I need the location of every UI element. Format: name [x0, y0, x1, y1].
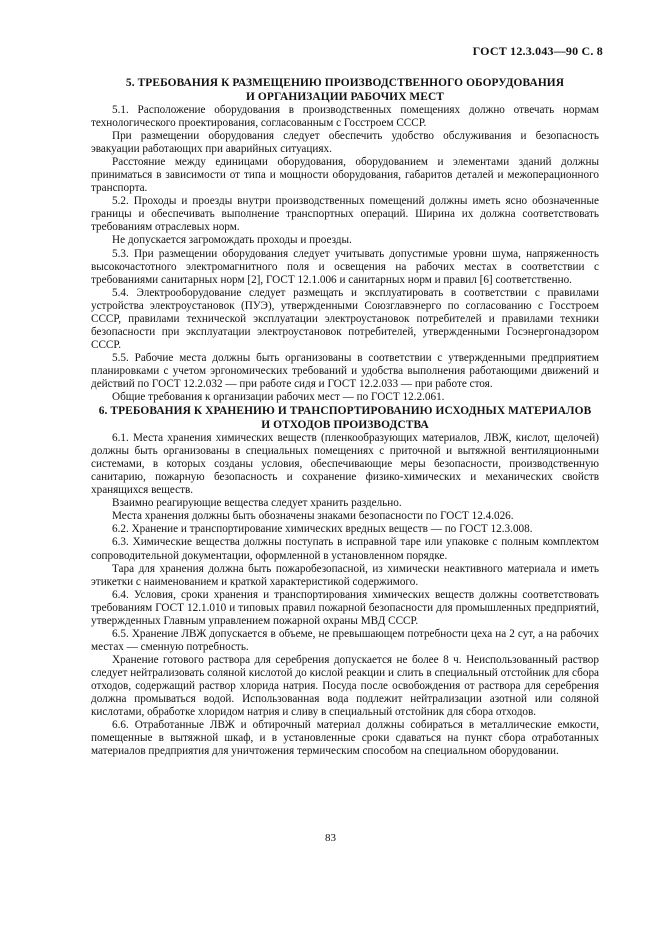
paragraph-text: 6.1. Места хранения химических веществ (пленкообразующих материалов, ЛВЖ, кислот, щелочей) должны быть организованы в специальных помещениях с приточной и вытяжной вентиляционными системами, в которых созданы условия, обеспечивающие меры безопасности, производственную санитарию, пожарную безопасность и сохранение физико-химических и механических свойств хранящихся веществ.: [91, 432, 599, 497]
paragraph: [91, 654, 599, 719]
paragraph-text: Общие требования к организации рабочих мест — по ГОСТ 12.2.061.: [112, 391, 445, 404]
paragraph-text: При размещении оборудования следует обеспечить удобство обслуживания и безопасность эвакуации работающих при аварийных ситуациях.: [91, 130, 599, 156]
paragraph: [91, 391, 599, 404]
paragraph-text: Места хранения должны быть обозначены знаками безопасности по ГОСТ 12.4.026.: [112, 510, 514, 523]
paragraph-6-4: [91, 589, 599, 628]
paragraph-5-5: [91, 352, 599, 391]
paragraph-6-3: [91, 536, 599, 562]
paragraph-text: 6.5. Хранение ЛВЖ допускается в объеме, не превышающем потребности цеха на 2 сут, а на рабочих местах — сменную потребность.: [91, 627, 599, 653]
paragraph-text: 5.5. Рабочие места должны быть организованы в соответствии с утвержденными предприятием планировками с учетом эргономических требований и удобства выполнения работающими движений и действий по ГОСТ 12.2.032 — при работе сидя и ГОСТ 12.2.033 — при работе стоя.: [91, 351, 599, 390]
section-5-body: [91, 104, 599, 404]
paragraph-text: 6.2. Хранение и транспортирование химических вредных веществ — по ГОСТ 12.3.008.: [112, 523, 533, 536]
paragraph-6-2: [91, 523, 599, 536]
paragraph: [91, 156, 599, 195]
paragraph-5-1: [91, 104, 599, 130]
paragraph-text: Хранение готового раствора для серебрения допускается не более 8 ч. Неиспользованный раствор следует нейтрализовать соляной кислотой до кислой реакции и слить в специальный отстойник для сбора отходов, содержащий раствор хлорида натрия. Посуда после освобождения от раствора для серебрения должна промываться водой. Использованная вода подлежит нейтрализации азотной или соляной кислотами, обработке хлоридом натрия и сливу в специальный отстойник для сбора отходов.: [91, 653, 599, 719]
paragraph-text: 5.1. Расположение оборудования в производственных помещениях должно отвечать нормам технологического проектирования, согласованным с Госстроем СССР.: [91, 104, 599, 130]
paragraph-6-6: [91, 719, 599, 758]
paragraph: [91, 497, 599, 510]
paragraph-text: 6.3. Химические вещества должны поступать в исправной таре или упаковке с полным комплектом сопроводительной документации, оформленной в установленном порядке.: [91, 536, 599, 562]
paragraph-text: 6.6. Отработанные ЛВЖ и обтирочный материал должны собираться в металлические емкости, помещенные в вытяжной шкаф, и в установленные сроки сдаваться на пункт сбора отработанных материалов предприятия для уничтожения термическим способом на специальном оборудовании.: [91, 719, 599, 758]
page-number: 83: [325, 832, 336, 844]
paragraph-5-3: [91, 248, 599, 287]
paragraph-5-2: [91, 195, 599, 234]
page-header-standard: ГОСТ 12.3.043—90 С. 8: [472, 44, 603, 58]
section-6-body: [91, 432, 599, 758]
paragraph-text: Расстояние между единицами оборудования, оборудованием и элементами зданий должны приниматься в зависимости от типа и мощности оборудования, габаритов деталей и межоперационного транспорта.: [91, 156, 599, 195]
section-5-title-line: И ОРГАНИЗАЦИИ РАБОЧИХ МЕСТ: [246, 91, 444, 103]
section-5-title: [91, 76, 599, 104]
paragraph-text: Тара для хранения должна быть пожаробезопасной, из химически неактивного материала и иметь этикетки с наименованием и краткой характеристикой содержимого.: [91, 562, 599, 588]
paragraph-text: Взаимно реагирующие вещества следует хранить раздельно.: [112, 497, 402, 510]
paragraph-text: 5.2. Проходы и проезды внутри производственных помещений должны иметь ясно обозначенные границы и обеспечивать выполнение транспортных операций. Ширина их должна соответствовать требованиям отраслевых норм.: [91, 195, 599, 234]
paragraph: [91, 130, 599, 156]
paragraph: [91, 234, 599, 247]
section-6-title-line: 6. ТРЕБОВАНИЯ К ХРАНЕНИЮ И ТРАНСПОРТИРОВАНИЮ ИСХОДНЫХ МАТЕРИАЛОВ: [98, 405, 592, 418]
paragraph-text: Не допускается загромождать проходы и проезды.: [112, 234, 352, 247]
paragraph-text: 6.4. Условия, сроки хранения и транспортирования химических веществ должны соответствовать требованиям ГОСТ 12.1.010 и типовых правил пожарной безопасности для промышленных предприятий, утвержденных Главным управлением пожарной охраны МВД СССР.: [91, 588, 599, 627]
paragraph-5-4: [91, 287, 599, 352]
paragraph-text: 5.3. При размещении оборудования следует учитывать допустимые уровни шума, напряженность высокочастотного электромагнитного поля и освещения на рабочих местах в соответствии с требованиями санитарных норм [2], ГОСТ 12.1.006 и санитарных норм и правил [6] соответственно.: [91, 247, 599, 286]
section-6-title-line: И ОТХОДОВ ПРОИЗВОДСТВА: [261, 419, 429, 432]
section-6-title: [91, 404, 599, 432]
paragraph-6-5: [91, 628, 599, 654]
paragraph-6-1: [91, 432, 599, 497]
section-5-title-line: 5. ТРЕБОВАНИЯ К РАЗМЕЩЕНИЮ ПРОИЗВОДСТВЕННОГО ОБОРУДОВАНИЯ: [125, 77, 565, 89]
paragraph: [91, 510, 599, 523]
page-content: [91, 76, 599, 758]
paragraph: [91, 563, 599, 589]
paragraph-text: 5.4. Электрооборудование следует размещать и эксплуатировать в соответствии с правилами устройства электроустановок (ПУЭ), утвержденными Союзглавэнерго по согласованию с Госстроем СССР, правилами технической эксплуатации электроустановок потребителей и правилами техники безопасности при эксплуатации электроустановок потребителей, утвержденными Госэнергонадзором СССР.: [91, 286, 599, 351]
